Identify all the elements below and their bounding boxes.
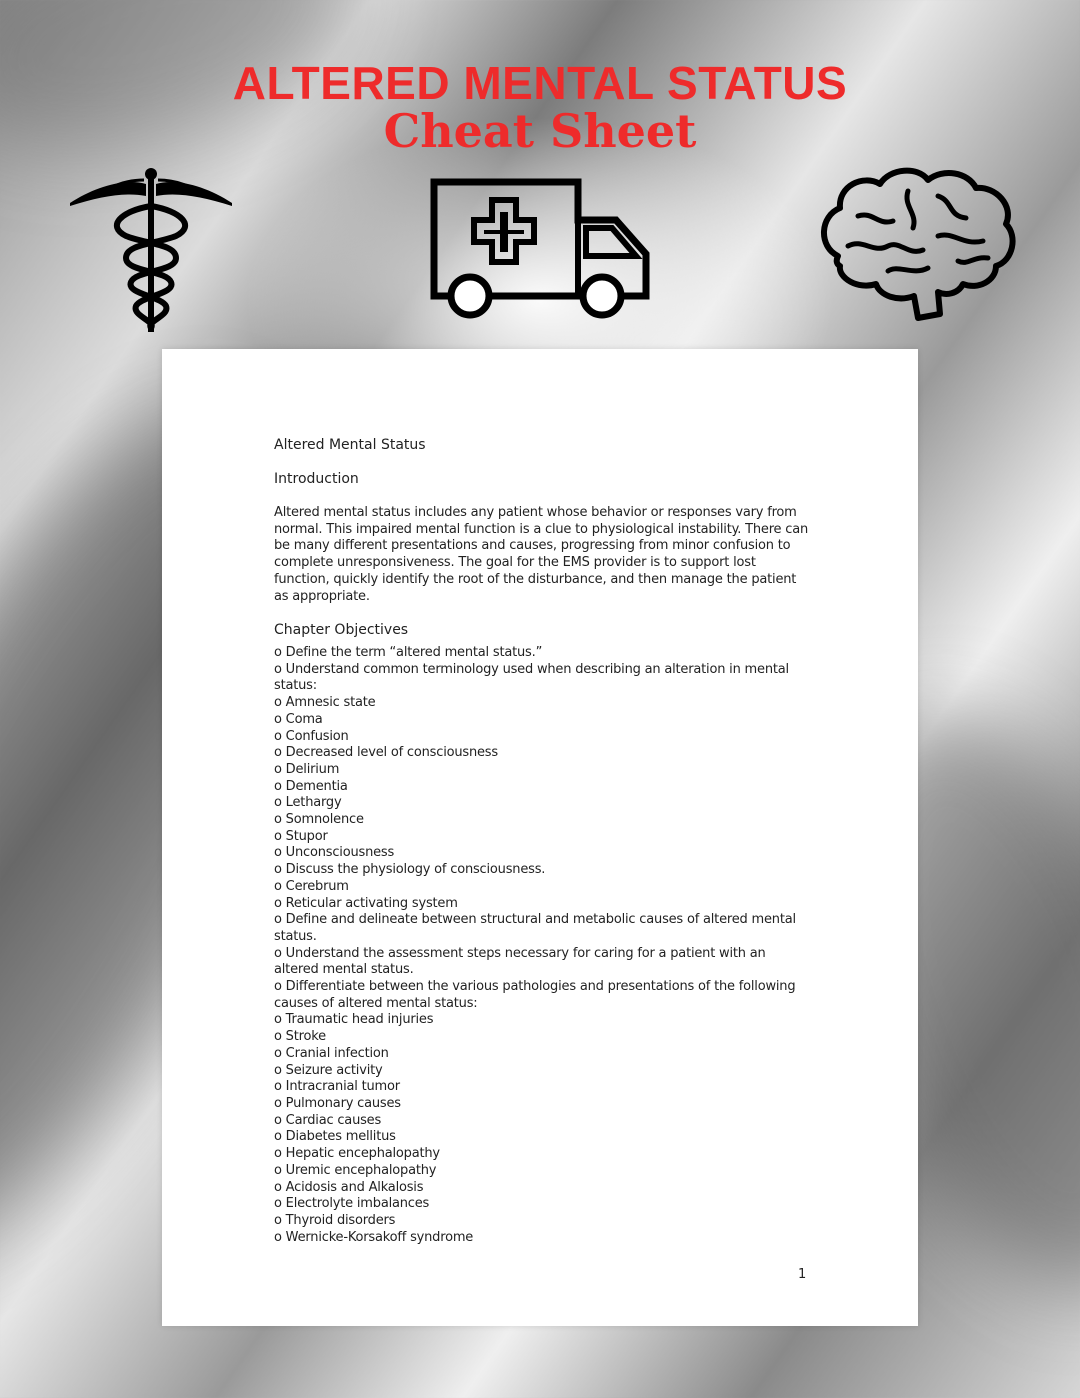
intro-heading: Introduction — [274, 471, 359, 487]
objective-item: o Amnesic state — [274, 695, 376, 711]
ambulance-icon — [430, 178, 652, 320]
objective-item: o Electrolyte imbalances — [274, 1196, 430, 1212]
objective-item: o Uremic encephalopathy — [274, 1162, 437, 1178]
document-title: Altered Mental Status — [274, 437, 426, 453]
objective-item: o Delirium — [274, 761, 340, 777]
objectives-heading: Chapter Objectives — [274, 622, 409, 638]
objective-item: o Lethargy — [274, 795, 342, 811]
objective-item: o Somnolence — [274, 812, 364, 828]
objective-item: o Pulmonary causes — [274, 1095, 401, 1111]
objective-item: o Thyroid disorders — [274, 1212, 396, 1228]
objective-item: o Diabetes mellitus — [274, 1129, 396, 1145]
objective-item: o Reticular activating system — [274, 895, 458, 911]
objective-item: o Acidosis and Alkalosis — [274, 1179, 424, 1195]
objective-item: o Dementia — [274, 778, 348, 794]
page-number: 1 — [798, 1267, 807, 1282]
objective-item: o Understand common terminology used when describing an alteration in mental status: — [274, 661, 789, 694]
objective-item: o Cerebrum — [274, 878, 349, 894]
document-page — [162, 349, 918, 1326]
objective-item: o Confusion — [274, 728, 349, 744]
objective-item: o Cardiac causes — [274, 1112, 382, 1128]
objective-item: o Traumatic head injuries — [274, 1012, 434, 1028]
objective-item: o Coma — [274, 711, 323, 727]
caduceus-icon — [66, 166, 236, 336]
objective-item: o Hepatic encephalopathy — [274, 1146, 440, 1162]
objective-item: o Seizure activity — [274, 1062, 383, 1078]
objective-item: o Define the term “altered mental status.” — [274, 645, 543, 660]
objective-item: o Differentiate between the various pathologies and presentations of the following causes of altered mental status: — [274, 979, 796, 1011]
objective-item: o Understand the assessment steps necessary for caring for a patient with an altered mental status. — [274, 945, 766, 978]
objective-item: o Stroke — [274, 1029, 326, 1045]
objective-item: o Wernicke-Korsakoff syndrome — [274, 1229, 474, 1245]
page-title: ALTERED MENTAL STATUS — [232, 57, 848, 109]
brain-icon — [818, 166, 1018, 324]
objective-item: o Intracranial tumor — [274, 1079, 400, 1095]
objective-item: o Stupor — [274, 828, 328, 844]
objective-item: o Cranial infection — [274, 1045, 389, 1061]
objective-item: o Define and delineate between structural and metabolic causes of altered mental status. — [274, 912, 796, 944]
objective-item: o Decreased level of consciousness — [274, 745, 498, 761]
objective-item: o Discuss the physiology of consciousness. — [274, 862, 546, 878]
objective-item: o Unconsciousness — [274, 845, 395, 861]
objectives-list — [274, 645, 814, 1246]
intro-paragraph: Altered mental status includes any patient whose behavior or responses vary from normal. This impaired mental function is a clue to physiological instability. There can be many different presentations and causes, progressing from minor confusion to complete unresponsiveness. The goal for the EMS provider is to support lost function, quickly identify the root of the disturbance, and then manage the patient as appropriate. — [274, 505, 809, 604]
page-subtitle: Cheat Sheet — [383, 104, 697, 158]
